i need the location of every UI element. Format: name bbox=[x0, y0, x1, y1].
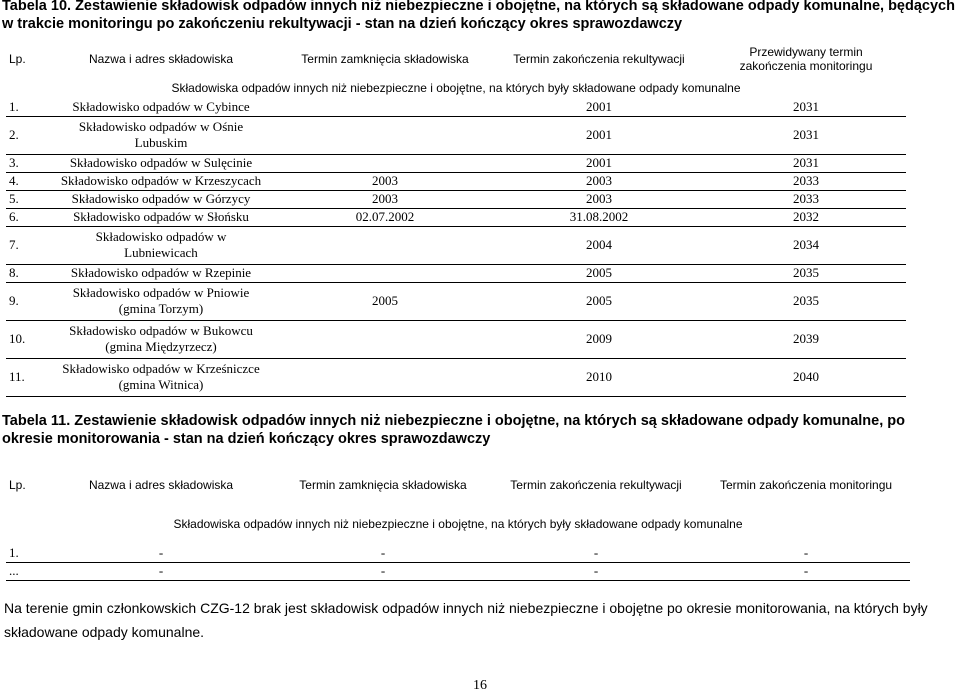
row-recultivation: - bbox=[490, 544, 702, 562]
row-name bbox=[44, 172, 278, 190]
table10-subheader-row bbox=[6, 78, 906, 98]
table-row bbox=[6, 190, 906, 208]
row-name bbox=[44, 208, 278, 226]
header-monitoring-line1: Przewidywany termin bbox=[749, 45, 863, 59]
row-lp: 1. bbox=[6, 98, 44, 116]
header-recultivation: Termin zakończenia rekultywacji bbox=[510, 478, 682, 492]
row-recultivation: 2003 bbox=[492, 172, 706, 190]
header-lp: Lp. bbox=[9, 478, 26, 492]
header-lp: Lp. bbox=[9, 52, 26, 66]
row-name-line1: Składowisko odpadów w Sulęcinie bbox=[69, 155, 253, 170]
table10 bbox=[6, 40, 906, 397]
table-row bbox=[6, 116, 906, 154]
row-recultivation: 2001 bbox=[492, 116, 706, 154]
row-monitoring: 2034 bbox=[706, 226, 906, 264]
row-recultivation: 2004 bbox=[492, 226, 706, 264]
row-name-line1: Składowisko odpadów w Bukowcu bbox=[69, 323, 253, 338]
row-name bbox=[44, 116, 278, 154]
summary-note: Na terenie gmin członkowskich CZG-12 brak jest składowisk odpadów innych niż niebezpieczne i obojętne po okresie monitorowania, na których były składowane odpady komunalne. bbox=[4, 600, 928, 640]
row-lp: 9. bbox=[6, 282, 44, 320]
row-closure bbox=[278, 98, 492, 116]
row-monitoring: 2032 bbox=[706, 208, 906, 226]
row-lp: 11. bbox=[6, 358, 44, 396]
row-name-line2: (gmina Międzyrzecz) bbox=[105, 339, 217, 354]
table-row bbox=[6, 172, 906, 190]
row-monitoring: 2031 bbox=[706, 154, 906, 172]
row-monitoring: 2040 bbox=[706, 358, 906, 396]
table-row bbox=[6, 562, 910, 580]
row-recultivation: 2009 bbox=[492, 320, 706, 358]
table-row bbox=[6, 544, 910, 562]
row-name-line1: Składowisko odpadów w Krześniczce bbox=[62, 361, 260, 376]
row-name bbox=[44, 226, 278, 264]
row-recultivation: 2005 bbox=[492, 282, 706, 320]
header-name: Nazwa i adres składowiska bbox=[88, 52, 234, 66]
row-closure: 2005 bbox=[278, 282, 492, 320]
row-lp: ... bbox=[6, 562, 46, 580]
table11 bbox=[6, 466, 910, 581]
row-monitoring: - bbox=[702, 544, 910, 562]
row-monitoring: 2031 bbox=[706, 98, 906, 116]
table11-subheader-row bbox=[6, 504, 910, 544]
header-closure: Termin zamknięcia składowiska bbox=[301, 52, 469, 66]
row-recultivation: 2003 bbox=[492, 190, 706, 208]
row-lp: 5. bbox=[6, 190, 44, 208]
row-lp: 3. bbox=[6, 154, 44, 172]
row-monitoring: 2035 bbox=[706, 264, 906, 282]
header-monitoring-line2: zakończenia monitoringu bbox=[739, 59, 873, 73]
header-monitoring bbox=[706, 40, 906, 78]
row-recultivation: 31.08.2002 bbox=[492, 208, 706, 226]
row-closure bbox=[278, 320, 492, 358]
row-name-line1: Składowisko odpadów w Krzeszycach bbox=[60, 173, 262, 188]
header-name: Nazwa i adres składowiska bbox=[88, 478, 234, 492]
row-lp: 2. bbox=[6, 116, 44, 154]
row-name: - bbox=[46, 562, 276, 580]
row-name-line1: Składowisko odpadów w Słońsku bbox=[73, 209, 249, 224]
row-name-line1: Składowisko odpadów w Rzepinie bbox=[70, 265, 252, 280]
row-closure bbox=[278, 358, 492, 396]
row-name bbox=[44, 98, 278, 116]
table10-subheader: Składowiska odpadów innych niż niebezpieczne i obojętne, na których były składowane odpady komunalne bbox=[171, 81, 741, 95]
row-closure bbox=[278, 226, 492, 264]
row-name-line1: Składowisko odpadów w Ośnie bbox=[78, 119, 244, 134]
row-closure: - bbox=[276, 562, 490, 580]
table-row bbox=[6, 226, 906, 264]
row-name bbox=[44, 320, 278, 358]
table11-caption: Tabela 11. Zestawienie składowisk odpadów innych niż niebezpieczne i obojętne, na których są składowane odpady komunalne, po okresie monitorowania - stan na dzień kończący okres sprawozdawczy bbox=[2, 413, 905, 447]
row-name-line1: Składowisko odpadów w Górzycy bbox=[71, 191, 251, 206]
table-row bbox=[6, 264, 906, 282]
table10-header-row bbox=[6, 40, 906, 78]
row-closure bbox=[278, 116, 492, 154]
row-name-line1: Składowisko odpadów w bbox=[95, 229, 227, 244]
row-name: - bbox=[46, 544, 276, 562]
row-name-line2: Lubniewicach bbox=[124, 245, 198, 260]
row-monitoring: 2031 bbox=[706, 116, 906, 154]
row-recultivation: 2005 bbox=[492, 264, 706, 282]
row-lp: 10. bbox=[6, 320, 44, 358]
header-recultivation: Termin zakończenia rekultywacji bbox=[513, 52, 685, 66]
row-name bbox=[44, 264, 278, 282]
row-monitoring: 2033 bbox=[706, 172, 906, 190]
row-closure: 2003 bbox=[278, 172, 492, 190]
row-name-line1: Składowisko odpadów w Cybince bbox=[72, 98, 250, 114]
row-name-line2: (gmina Torzym) bbox=[118, 301, 204, 316]
row-recultivation: - bbox=[490, 562, 702, 580]
row-recultivation: 2001 bbox=[492, 98, 706, 116]
row-monitoring: 2039 bbox=[706, 320, 906, 358]
table11-header-row bbox=[6, 466, 910, 504]
row-recultivation: 2010 bbox=[492, 358, 706, 396]
table10-caption: Tabela 10. Zestawienie składowisk odpadów innych niż niebezpieczne i obojętne, na których są składowane odpady komunalne, będących w trakcie monitoringu po zakończeniu rekultywacji - stan na dzień kończący okres sprawozdawczy bbox=[2, 0, 955, 32]
header-monitoring: Termin zakończenia monitoringu bbox=[719, 478, 893, 492]
row-lp: 4. bbox=[6, 172, 44, 190]
row-lp: 8. bbox=[6, 264, 44, 282]
table-row bbox=[6, 320, 906, 358]
row-closure: 02.07.2002 bbox=[278, 208, 492, 226]
row-closure bbox=[278, 154, 492, 172]
table-row bbox=[6, 358, 906, 396]
row-closure: - bbox=[276, 544, 490, 562]
row-name-line1: Składowisko odpadów w Pniowie bbox=[72, 285, 250, 300]
row-lp: 7. bbox=[6, 226, 44, 264]
row-name-line2: (gmina Witnica) bbox=[118, 377, 204, 392]
table-row bbox=[6, 282, 906, 320]
page-number: 16 bbox=[473, 678, 487, 693]
row-monitoring: 2035 bbox=[706, 282, 906, 320]
row-monitoring: - bbox=[702, 562, 910, 580]
table-row bbox=[6, 154, 906, 172]
table11-subheader: Składowiska odpadów innych niż niebezpieczne i obojętne, na których były składowane odpady komunalne bbox=[173, 517, 743, 531]
row-name bbox=[44, 190, 278, 208]
header-closure: Termin zamknięcia składowiska bbox=[299, 478, 467, 492]
row-lp: 6. bbox=[6, 208, 44, 226]
row-closure bbox=[278, 264, 492, 282]
row-recultivation: 2001 bbox=[492, 154, 706, 172]
row-monitoring: 2033 bbox=[706, 190, 906, 208]
table-row bbox=[6, 98, 906, 116]
row-name bbox=[44, 282, 278, 320]
table-row bbox=[6, 208, 906, 226]
row-name-line2: Lubuskim bbox=[134, 135, 188, 150]
row-name bbox=[44, 358, 278, 396]
row-closure: 2003 bbox=[278, 190, 492, 208]
row-name bbox=[44, 154, 278, 172]
row-lp: 1. bbox=[6, 544, 46, 562]
